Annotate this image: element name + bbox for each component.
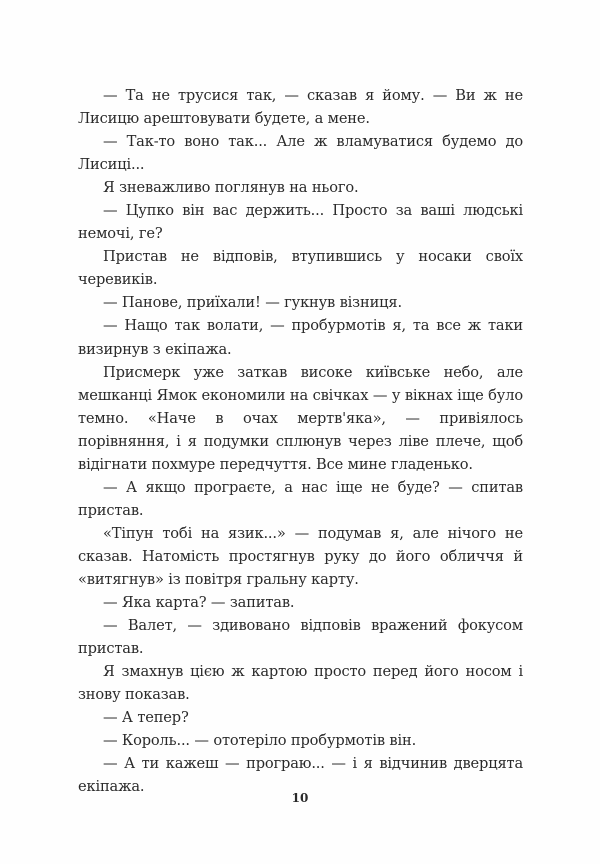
paragraph: «Тіпун тобі на язик...» — подумав я, але нічого не сказав. Натомість простягнув руку до його обличчя й «витягнув» із повітря гральну карту. [78,524,523,588]
paragraph: — Так-то воно так... Але ж вламуватися будемо до Лисиці... [78,133,523,174]
paragraph: — Король... — ототеріло пробурмотів він. [103,732,417,750]
paragraph: — Цупко він вас держить... Просто за ваші людські немочі, ге? [78,202,523,243]
paragraph: — А якщо програєте, а нас іще не буде? — спитав пристав. [78,478,523,519]
paragraph: — Яка карта? — запитав. [103,594,295,612]
paragraph: — А ти кажеш — програю... — і я відчинив дверцята екіпажа. [78,755,523,796]
body-text [78,84,523,798]
paragraph: — Нащо так волати, — пробурмотів я, та все ж таки визирнув з екіпажа. [78,317,523,358]
paragraph: — Панове, приїхали! — гукнув візниця. [103,294,402,312]
paragraph: — Та не трусися так, — сказав я йому. — Ви ж не Лисицю арештовувати будете, а мене. [78,87,523,128]
paragraph: — Валет, — здивовано відповів вражений фокусом пристав. [78,617,523,658]
paragraph: Присмерк уже заткав високе київське небо, але мешканці Ямок економили на свічках — у вікнах іще було темно. «Наче в очах мертв'яка», — привіялось порівняння, і я подумки сплюнув через ліве плече, щоб відігнати похмуре передчуття. Все мине гладенько. [78,363,523,473]
page-number: 10 [291,791,309,805]
paragraph: Я зневажливо поглянув на нього. [103,179,359,197]
paragraph: Пристав не відповів, втупившись у носаки своїх черевиків. [78,248,523,289]
paragraph: — А тепер? [103,709,189,727]
paragraph: Я змахнув цією ж картою просто перед його носом і знову показав. [78,663,523,704]
